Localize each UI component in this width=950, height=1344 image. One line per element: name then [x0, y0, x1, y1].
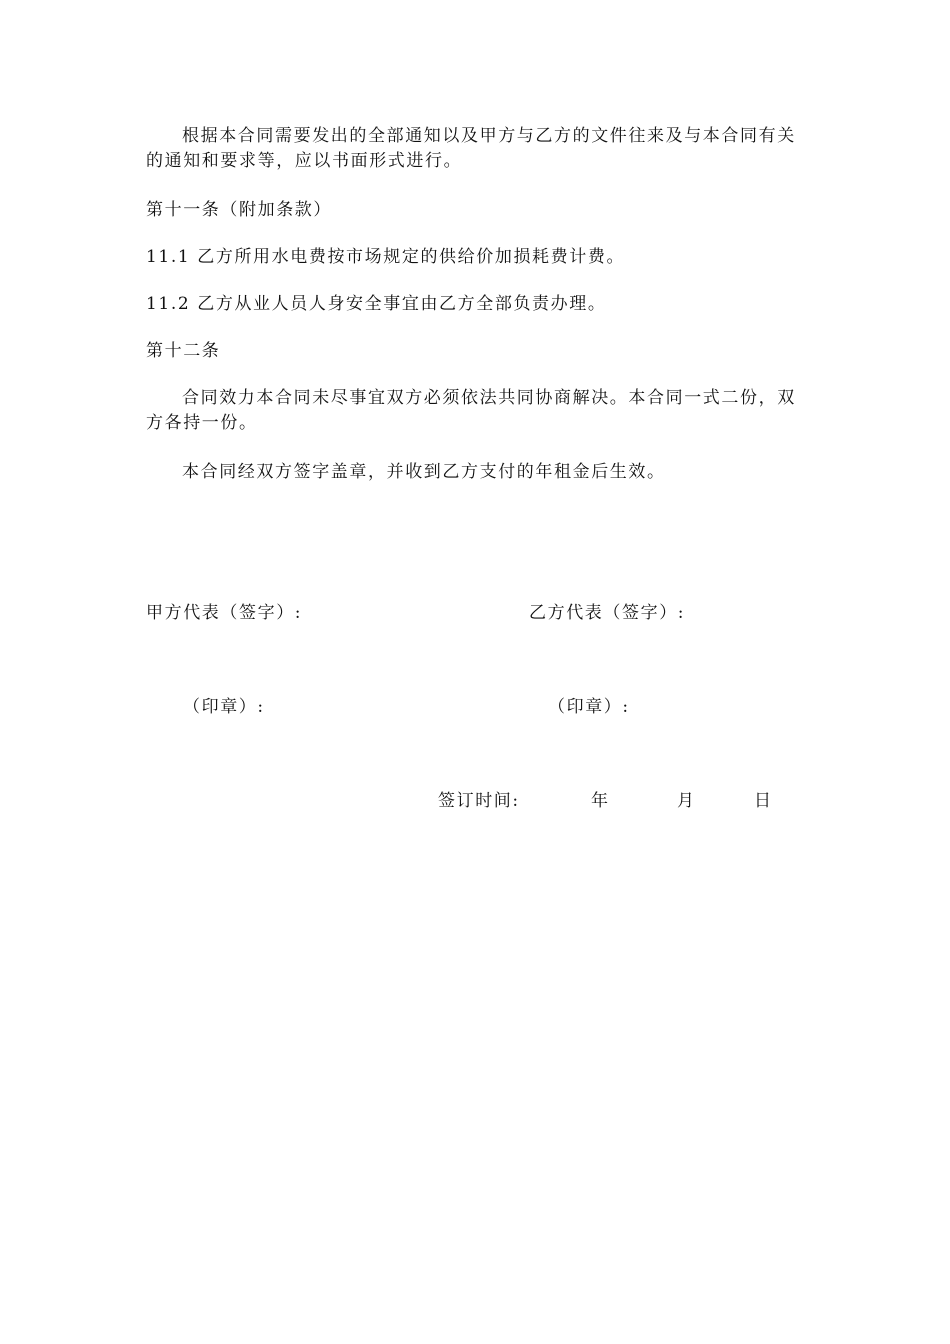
effect-clause-paragraph: 合同效力本合同未尽事宜双方必须依法共同协商解决。本合同一式二份，双方各持一份。 — [146, 388, 796, 433]
signing-month-label: 月 — [677, 791, 696, 811]
party-a-seal-label: （印章）: — [183, 697, 265, 717]
effective-condition-paragraph: 本合同经双方签字盖章，并收到乙方支付的年租金后生效。 — [182, 462, 666, 482]
notice-paragraph: 根据本合同需要发出的全部通知以及甲方与乙方的文件往来及与本合同有关的通知和要求等，应以书面形式进行。 — [146, 126, 796, 171]
clause-11-1: 11.1 乙方所用水电费按市场规定的供给价加损耗费计费。 — [146, 247, 626, 267]
clause-11-2: 11.2 乙方从业人员人身安全事宜由乙方全部负责办理。 — [146, 294, 607, 314]
signing-day-label: 日 — [754, 791, 773, 811]
article-11-heading: 第十一条（附加条款） — [146, 200, 332, 220]
signing-date-label: 签订时间: — [438, 791, 520, 811]
party-a-representative-label: 甲方代表（签字）: — [146, 603, 303, 623]
signing-year-label: 年 — [591, 791, 610, 811]
party-b-representative-label: 乙方代表（签字）: — [529, 603, 686, 623]
article-12-heading: 第十二条 — [146, 341, 221, 361]
party-b-seal-label: （印章）: — [548, 697, 630, 717]
